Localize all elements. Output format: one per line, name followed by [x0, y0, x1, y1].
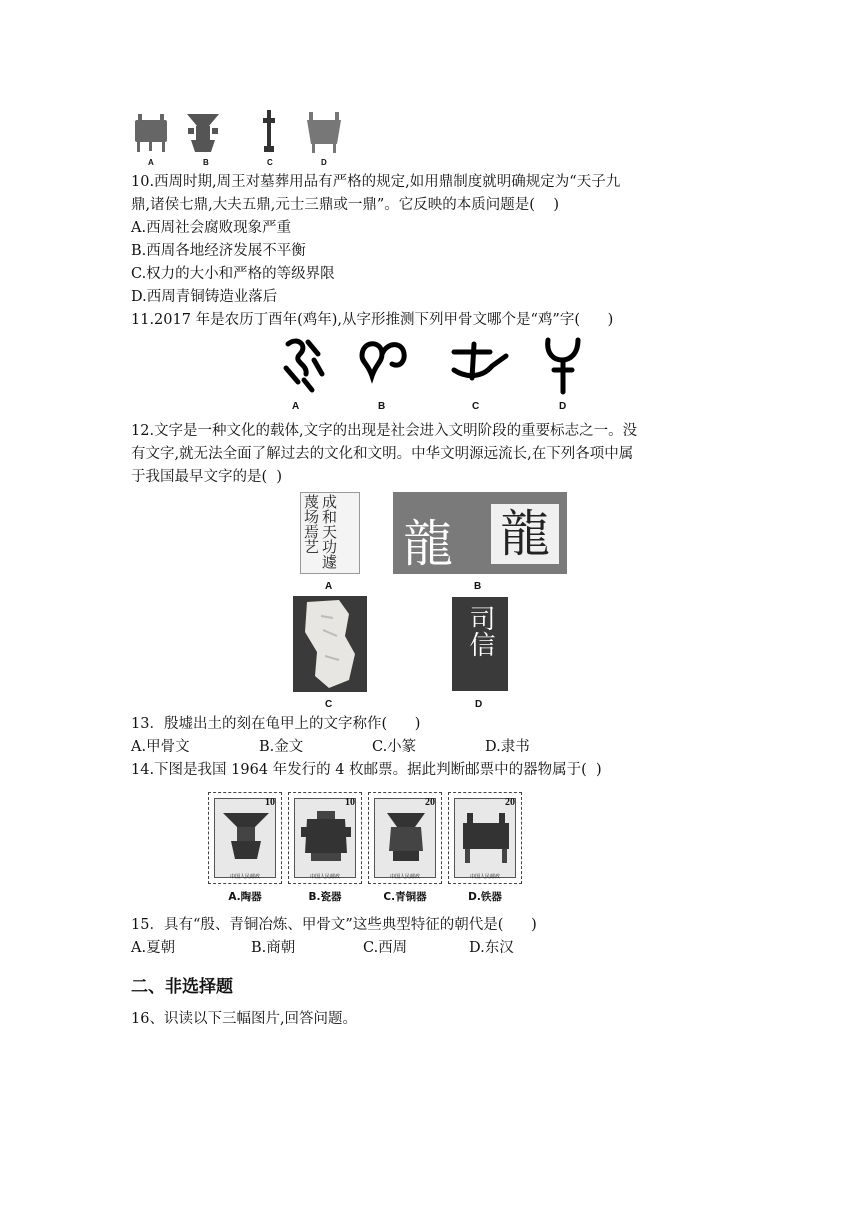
- vessel-figure: [131, 106, 351, 170]
- q15-text: 15．具有“殷、青铜冶炼、甲骨文”这些典型特征的朝代是( ): [131, 917, 537, 933]
- oracle-glyphs-figure: [278, 334, 598, 396]
- stamp-a-country: 中国人民邮政: [229, 874, 260, 880]
- vessel-label-d: D: [321, 158, 327, 167]
- stamp-d-value: 20: [505, 797, 515, 808]
- q15-option-b: B.商朝: [251, 940, 296, 956]
- stamp-b: [288, 792, 362, 884]
- stamp-c-value: 20: [425, 797, 435, 808]
- q12-line-2: 有文字,就无法全面了解过去的文化和文明。中华文明源远流长,在下列各项中属: [131, 446, 634, 462]
- q16-text: 16、识读以下三幅图片,回答问题。: [131, 1011, 358, 1027]
- q12-image-d: [452, 597, 508, 691]
- q12-image-a: [300, 492, 360, 574]
- q12-label-b: B: [474, 581, 482, 592]
- q11-text: 11.2017 年是农历丁酉年(鸡年),从字形推测下列甲骨文哪个是“鸡”字( ): [131, 312, 614, 328]
- stamp-d-vessel: [459, 813, 513, 867]
- oracle-glyph-b: [362, 344, 404, 376]
- stamp-a: [208, 792, 282, 884]
- q15-option-a: A.夏朝: [131, 940, 176, 956]
- q13-option-b: B.金文: [259, 739, 304, 755]
- vessel-a-ding: [135, 114, 167, 152]
- stamp-b-vessel: [301, 811, 351, 865]
- q10-option-c: C.权力的大小和严格的等级界限: [131, 266, 335, 282]
- stamp-d-country: 中国人民邮政: [469, 874, 500, 880]
- q13-text: 13．殷墟出土的刻在龟甲上的文字称作( ): [131, 716, 421, 732]
- vessel-c-tall: [263, 110, 275, 152]
- q12-line-1: 12.文字是一种文化的载体,文字的出现是社会进入文明阶段的重要标志之一。没: [131, 423, 638, 439]
- q10-option-b: B.西周各地经济发展不平衡: [131, 243, 306, 259]
- vessel-label-c: C: [267, 158, 273, 167]
- oracle-glyph-a: [286, 341, 322, 390]
- q12-image-c: [293, 596, 367, 692]
- q10-line-1: 10.西周时期,周王对墓葬用品有严格的规定,如用鼎制度就明确规定为“天子九: [131, 174, 621, 190]
- q13-option-a: A.甲骨文: [131, 739, 190, 755]
- q15-options: [131, 938, 514, 959]
- q10-option-a: A.西周社会腐败现象严重: [131, 220, 292, 236]
- q15-option-c: C.西周: [363, 940, 408, 956]
- vessel-d-ding: [307, 112, 341, 153]
- q12-line-3: 于我国最早文字的是( ): [131, 469, 283, 485]
- section-2-title: 二、非选择题: [131, 977, 233, 997]
- stamp-a-label: A.陶器: [228, 891, 262, 903]
- q10-option-d: D.西周青铜铸造业落后: [131, 289, 278, 305]
- stamp-c-label: C.青铜器: [383, 891, 427, 903]
- q12-image-d-chars: 司信: [465, 605, 495, 657]
- q12-label-d: D: [475, 699, 483, 710]
- q15-option-d: D.东汉: [469, 940, 514, 956]
- oracle-glyph-d: [548, 340, 578, 392]
- q11-label-b: B: [378, 401, 386, 412]
- q11-label-a: A: [292, 401, 300, 412]
- vessel-label-a: A: [148, 158, 154, 167]
- q13-option-d: D.隶书: [485, 739, 530, 755]
- q12-image-a-chars: 成和天功遽蔑场焉艺: [302, 494, 338, 569]
- stamp-a-value: 10: [265, 797, 275, 808]
- q12-image-b-char-2: 龍: [491, 504, 559, 564]
- q12-label-a: A: [325, 581, 333, 592]
- q12-image-b: [393, 492, 567, 574]
- vessel-label-b: B: [203, 158, 209, 167]
- stamp-a-vessel: [221, 809, 271, 863]
- stamp-c-country: 中国人民邮政: [389, 874, 420, 880]
- stamp-b-value: 10: [345, 797, 355, 808]
- q11-label-d: D: [559, 401, 567, 412]
- q13-option-c: C.小篆: [372, 739, 417, 755]
- q14-text: 14.下图是我国 1964 年发行的 4 枚邮票。据此判断邮票中的器物属于( ): [131, 762, 602, 778]
- oracle-glyph-c: [454, 344, 506, 378]
- q12-label-c: C: [325, 699, 333, 710]
- stamp-c: [368, 792, 442, 884]
- q11-label-c: C: [472, 401, 480, 412]
- stamp-b-country: 中国人民邮政: [309, 874, 340, 880]
- q12-image-b-char-1: 龍: [403, 515, 453, 573]
- q13-options: [131, 737, 530, 758]
- stamp-c-vessel: [381, 811, 431, 865]
- q10-line-2: 鼎,诸侯七鼎,大夫五鼎,元士三鼎或一鼎”。它反映的本质问题是( ): [131, 197, 559, 213]
- stamp-d: [448, 792, 522, 884]
- stamp-d-label: D.铁器: [468, 891, 502, 903]
- stamp-b-label: B.瓷器: [308, 891, 342, 903]
- vessel-b-zun: [187, 114, 219, 152]
